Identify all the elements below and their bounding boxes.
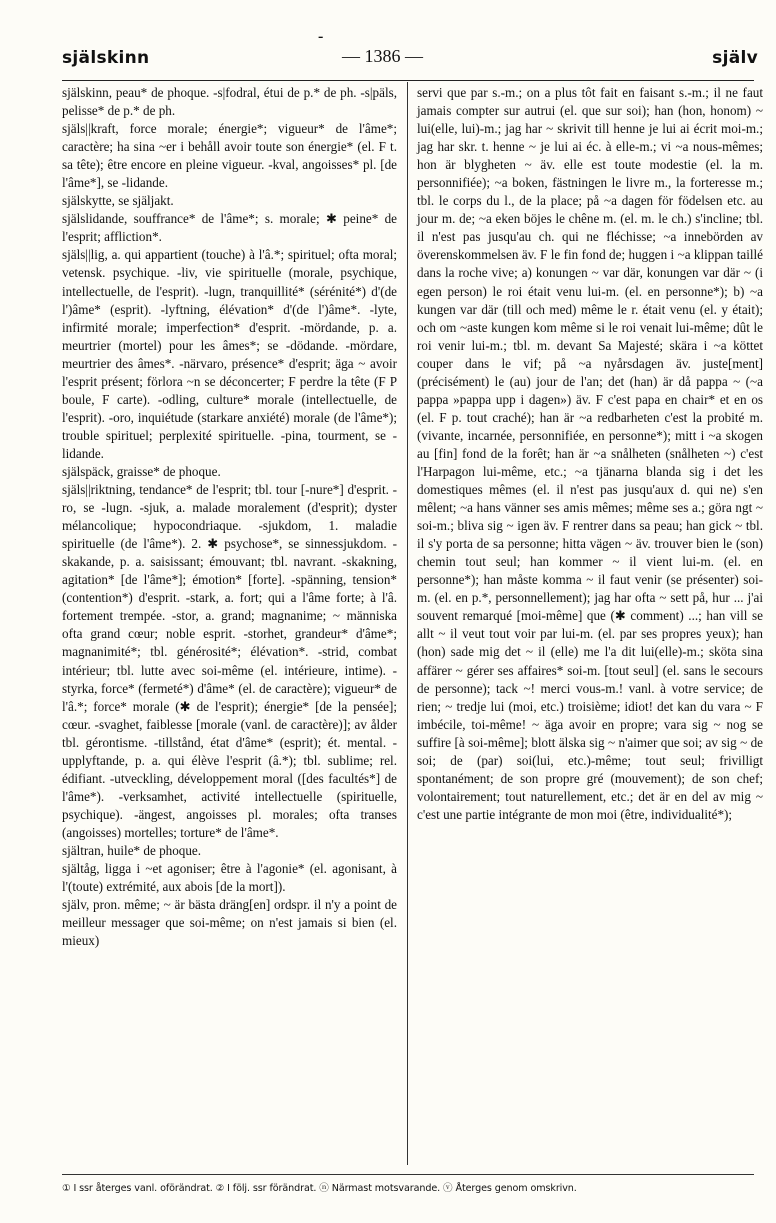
header-left-guideword: själskinn	[62, 48, 150, 68]
entry-sjalsriktning: själs||riktning, tendance* de l'esprit; tbl. tour [-nure*] d'esprit. -ro, se -lugn. -sjuk, a. malade moralement (d'esprit); dyster mélancolique; hypocondriaque. -sjukdom, 1. maladie spirituelle (de l'âme*). 2. ✱ psychose*, se sinnessjukdom. -skakande, p. a. saisissant; émouvant; tbl. navrant. -skakning, agitation* [de l'âme*]; émotion* [forte]. -spänning, tension* (contention*) d'esprit. -stark, a. fort; qui a l'âme forte; à l'â. fortement trempée. -stor, a. grand; magnanime; ~ människa ofta grand cœur; noble esprit. -storhet, grandeur* d'âme*; magnanimité*; tbl. générosité*; élévation*. -strid, combat intérieur; tbl. lutte avec soi-même (el. intérieure, intime). -styrka, force* (fermeté*) d'âme* (el. de caractère); vigueur* de l'â.*; force* morale (✱ de l'esprit); énergie* [de la pensée]; cœur. -svaghet, faiblesse [morale (vanl. de caractère)]; av ålder tbl. gérontisme. -tillstånd, état d'âme* (esprit); ét. mental. -upplyftande, p. a. qui élève l'esprit (â.*); tbl. sublime; rel. édifiant. -utveckling, développement moral ([des facultés*] de l'âme*). -verksamhet, activité intellectuelle (spirituelle, psychique). -ängest, angoisses pl. morales; ofta transes (angoisses) mortelles; torture* de l'âme*.	[62, 482, 397, 840]
entry-sjalskinn: själskinn, peau* de phoque. -s|fodral, étui de p.* de ph. -s|päls, pelisse* de p.* de ph.	[62, 85, 397, 119]
header-rule	[62, 80, 754, 81]
entry-sjaltag: själtåg, ligga i ~et agoniser; être à l'agonie* (el. agonisant, à l'(toute) extrémité, aux abois [de la mort]).	[62, 861, 397, 895]
header-mark: -	[318, 28, 324, 45]
header-right-guideword: själv	[712, 48, 758, 68]
entry-sjalskraft: själs||kraft, force morale; énergie*; vigueur* de l'âme*; caractère; ha sina ~er i behåll avoir toute son énergie* (el. F t. sa tête); être encore en pleine vigueur. -kval, angoisses* pl. [de l'âme*], se -lidande.	[62, 121, 397, 191]
page-number: — 1386 —	[342, 46, 423, 66]
entry-sjalv: själv, pron. même; ~ är bästa dräng[en] ordspr. il n'y a point de meilleur messager que soi-même; on n'est jamais si bien (el. mieux)	[62, 897, 397, 949]
column-divider	[407, 82, 408, 1165]
entry-sjaltran: själtran, huile* de phoque.	[62, 842, 202, 858]
left-column	[62, 84, 397, 950]
entry-sjalslig: själs||lig, a. qui appartient (touche) à l'â.*; spirituel; ofta moral; vetensk. psychique. -liv, vie spirituelle (morale, psychique, intellectuelle, de l'esprit). -lugn, tranquillité* (sérénité*) d'(de l')âme* (esprit). -lyftning, élévation* d'(de l')âme*. -lyte, infirmité morale; imperfection* d'esprit. -mördande, p. a. meurtrier (mortel) pour les âmes*; se -dödande. -mördare, meurtrier des âmes*. -närvaro, présence* d'esprit; äga ~ avoir l'esprit présent; förlora ~n se déconcerter; F perdre la tête (F P boule, F carte). -odling, culture* morale (intellectuelle, de l'esprit). -oro, inquiétude (starkare anxiété) morale (de l'âme*); trouble spirituel; perplexité spirituelle. -pina, tourment, se -lidande.	[62, 247, 397, 461]
page-header	[62, 28, 758, 72]
entry-sjalv-continued: servi que par s.-m.; on a plus tôt fait en faisant s.-m.; il ne faut jamais compter sur autrui (el. que sur soi); han (hon, honom) ~ lui(elle, lui)-m.; jag har ~ skrivit till henne je lui ai écrit moi-m.; jag har skr. t. henne ~ je lui ai éc. à elle-m.; vi ~a nous-mêmes; hon är blygheten ~ äv. elle est toute modestie (el. la m. personnifiée); ~a boken, fästningen le livre m., la forteresse m.; tbl. le corps du l., de la place; på ~a dagen för födelsen etc. au jour m. de; ~a eken böjes le chêne m. (el. m. le ch.) s'incline; tbl. il n'est pas jusqu'au ch. qui ne fléchisse; ~a innebörden av överenskommelsen äv. F le fin fond de; huggen i ~a klippan taillé dans la roche vive; a) konungen ~ var där, konungen var där ~ (i egen person) le roi était venu lui-m. (el. en personne*); b) ~a kungen var där (till och med) même le r. était venu (el. y était); och om ~aste kungen kom même si le roi venait lui-même; dût le roi venir lui-m.; tbl. m. devant Sa Majesté; skära i ~a köttet couper dans le vif; på ~a nyårsdagen äv. juste[ment] (précisément) le (au) jour de l'an; det (han) är då pappa ~ (~a pappa »pappa upp i dagen») äv. F c'est papa en chair* et en os (el. F p. tout craché); han är ~a redbarheten c'est la probité m. (vivante, incarnée, personnifiée, en personne*); mitt i ~a skogen au [fin] fond de la forêt; han är ~a snålheten (snålheten ~) c'est l'Harpagon lui-même, etc.; ~a tjänarna blanda sig i det les domestiques mêmes (el. il n'est pas jusqu'aux d. qui ne) s'en mêlent; ~a hans vänner ses amis mêmes; même ses a.; göra ngt ~ soi-m.; bliva sig ~ igen äv. F rentrer dans sa peau; han gick ~ tbl. il s'y porta de sa personne; hitta vägen ~ äv. trouver bien le (son) chemin tout seul; han kommer ~ il vient lui-m. (el. en personne*); han måste komma ~ il faut venir (se présenter) soi-m. (el. en p.*, personnellement); jag har ofta ~ sett på, hur ... j'ai souvent remarqué [moi-même] que (✱ comment) ...; han vill se allt ~ il veut tout voir par lui-m. (el. par ses propres yeux); han (hon) sade mig det ~ il (elle) me l'a dit lui(elle)-m.; sköta sina affärer ~ gérer ses affaires* soi-m. [tout seul] (el. sans le secours de personne); tack ~! merci vous-m.! vanl. à votre service; de rien; ~ tredje lui (moi, etc.) troisième; idiot! det kan du vara ~ F imbécile, toi-même! ~ äga avoir en propre; vara sig ~ nog se suffire [à soi-même]; blott älska sig ~ n'aimer que soi; av sig ~ de soi; de (par) soi(lui, etc.)-même; tout seul; frivilligt spontanément; de son propre gré (mouvement); de son chef; volontairement; tout naturellement, etc.; det är en del av mig ~ c'est une partie intégrante de mon moi (être, individualité*);	[417, 85, 763, 822]
entry-sjalspack: själspäck, graisse* de phoque.	[62, 463, 221, 479]
entry-sjalskytte: själskytte, se själjakt.	[62, 193, 174, 209]
footnote-legend: ① I ssr återges vanl. oförändrat. ② I följ. ssr förändrat. ⓝ Närmast motsvarande. ⓥ Återges genom omskrivn.	[62, 1183, 577, 1194]
entry-sjalslidande: själslidande, souffrance* de l'âme*; s. morale; ✱ peine* de l'esprit; affliction*.	[62, 211, 397, 245]
right-column	[417, 84, 763, 824]
footnote-rule	[62, 1174, 754, 1175]
